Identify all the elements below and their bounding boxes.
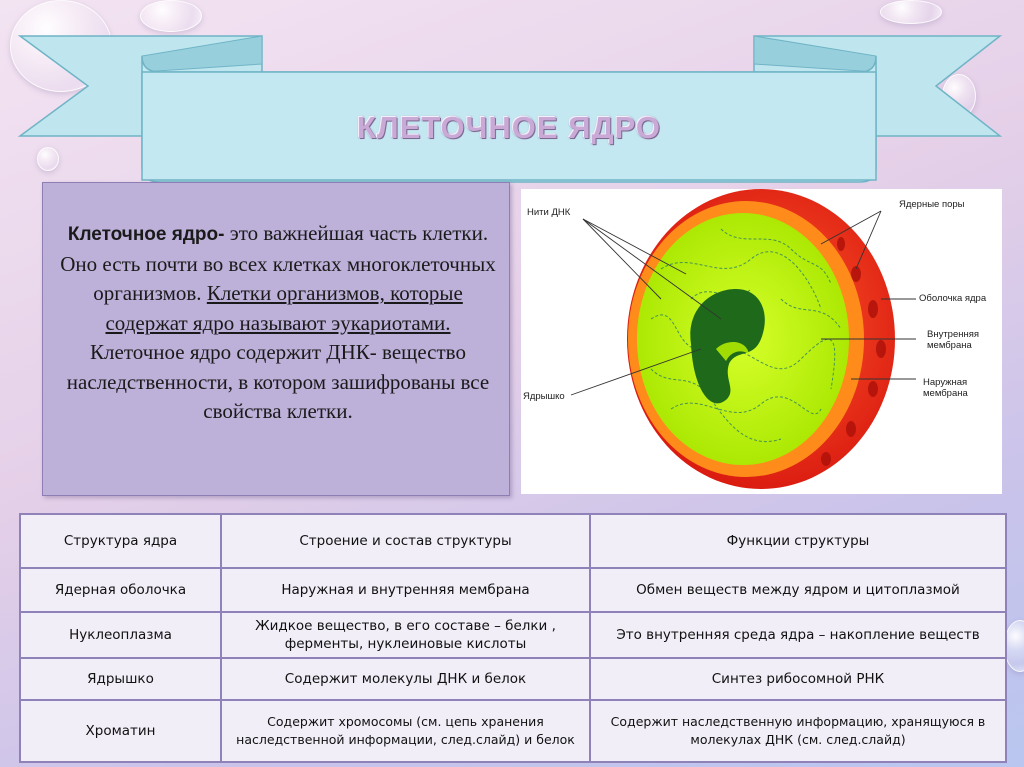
label-dna-threads: Нити ДНК <box>527 207 571 218</box>
cell-function: Это внутренняя среда ядра – накопление веществ <box>590 612 1006 658</box>
cell-structure: Ядрышко <box>20 658 221 700</box>
cell-function: Обмен веществ между ядром и цитоплазмой <box>590 568 1006 612</box>
label-inner-membrane-line2: мембрана <box>927 340 972 351</box>
cell-function: Синтез рибосомной РНК <box>590 658 1006 700</box>
cell-composition: Наружная и внутренняя мембрана <box>221 568 590 612</box>
nucleus-structure-table <box>19 513 1007 763</box>
header-composition: Строение и состав структуры <box>221 514 590 568</box>
label-nucleolus: Ядрышко <box>523 391 565 402</box>
bubble-decoration <box>880 0 942 24</box>
table-row <box>20 700 1006 762</box>
table-row <box>20 568 1006 612</box>
cell-structure: Нуклеоплазма <box>20 612 221 658</box>
table-header-row <box>20 514 1006 568</box>
term-nucleus: Клеточное ядро- <box>67 224 225 245</box>
definition-part-2: Клеточное ядро содержит ДНК- вещество наследственности, в котором зашифрованы все свойства клетки. <box>66 340 490 423</box>
label-outer-membrane-line2: мембрана <box>923 388 968 399</box>
header-function: Функции структуры <box>590 514 1006 568</box>
label-nuclear-pores: Ядерные поры <box>899 199 965 210</box>
definition-text <box>57 219 499 427</box>
cell-composition: Жидкое вещество, в его составе – белки , ферменты, нуклеиновые кислоты <box>221 612 590 658</box>
cell-function: Содержит наследственную информацию, хранящуюся в молекулах ДНК (см. след.слайд) <box>590 700 1006 762</box>
eukaryote-definition: Клетки организмов, которые содержат ядро называют эукариотами. <box>105 281 463 335</box>
label-envelope: Оболочка ядра <box>919 293 987 304</box>
label-inner-membrane-line1: Внутренняя <box>927 329 980 340</box>
cell-composition: Содержит молекулы ДНК и белок <box>221 658 590 700</box>
table-row <box>20 658 1006 700</box>
cell-structure: Ядерная оболочка <box>20 568 221 612</box>
page-title: КЛЕТОЧНОЕ ЯДРО <box>357 110 661 145</box>
cell-composition: Содержит хромосомы (см. цепь хранения наследственной информации, след.слайд) и белок <box>221 700 590 762</box>
nucleus-diagram <box>521 189 1002 494</box>
cell-structure: Хроматин <box>20 700 221 762</box>
bubble-decoration <box>1004 620 1024 672</box>
label-outer-membrane-line1: Наружная <box>923 377 968 388</box>
table-row <box>20 612 1006 658</box>
header-structure: Структура ядра <box>20 514 221 568</box>
definition-part-1: это важнейшая часть клетки. Оно есть почти во всех клетках многоклеточных организмов. <box>60 221 496 305</box>
definition-box <box>42 182 510 496</box>
